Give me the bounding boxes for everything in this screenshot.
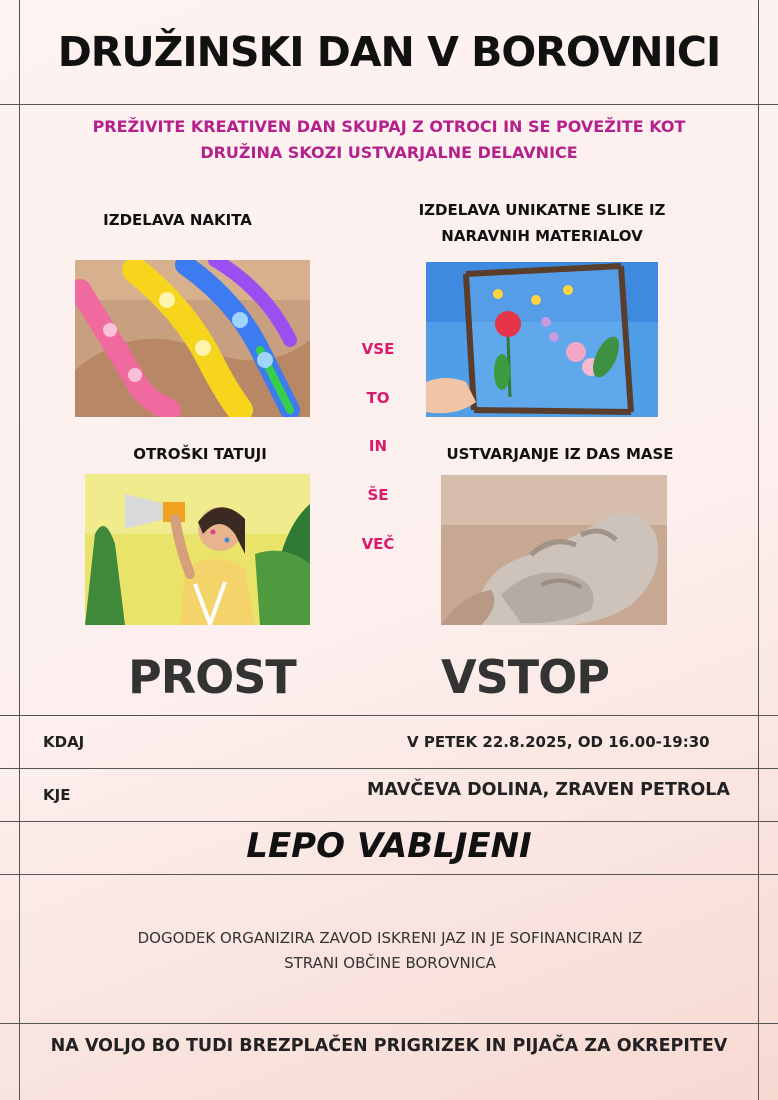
pressed-flowers-frame-photo [426,262,658,417]
snack-notice: NA VOLJO BO TUDI BREZPLAČEN PRIGRIZEK IN PIJAČA ZA OKREPITEV [50,1036,728,1056]
welcome-text: LEPO VABLJENI [246,826,532,866]
activity-label-nature-picture [392,197,692,249]
activity-label-jewelry: IZDELAVA NAKITA [103,211,252,229]
clay-hands-photo [441,475,667,625]
where-value: MAVČEVA DOLINA, ZRAVEN PETROLA [367,780,730,800]
bracelets-photo [75,260,310,417]
page-title: DRUŽINSKI DAN V BOROVNICI [57,28,721,76]
organizer-text [90,926,690,976]
intro-text [40,114,738,166]
middle-word: VSE [361,340,395,358]
middle-word: ŠE [367,486,389,504]
middle-word: TO [366,389,390,407]
divider-line [0,768,778,769]
where-label: KJE [43,786,71,804]
free-entry-word-2: VSTOP [441,650,609,704]
divider-line [0,1023,778,1024]
organizer-line: STRANI OBČINE BOROVNICA [284,954,496,972]
middle-word: IN [368,437,388,455]
divider-line [0,874,778,875]
activity-label-tattoos: OTROŠKI TATUJI [133,445,267,463]
intro-line: DRUŽINA SKOZI USTVARJALNE DELAVNICE [200,143,578,162]
frame-line-right [758,0,759,1100]
divider-line [0,821,778,822]
free-entry-word-1: PROST [128,650,296,704]
activity-label-line: IZDELAVA UNIKATNE SLIKE IZ [418,201,666,219]
activity-label-line: NARAVNIH MATERIALOV [441,227,643,245]
frame-line-left [19,0,20,1100]
intro-line: PREŽIVITE KREATIVEN DAN SKUPAJ Z OTROCI IN SE POVEŽITE KOT [92,117,686,136]
divider-line [0,715,778,716]
organizer-line: DOGODEK ORGANIZIRA ZAVOD ISKRENI JAZ IN JE SOFINANCIRAN IZ [137,929,643,947]
when-label: KDAJ [43,733,85,751]
activity-label-clay: USTVARJANJE IZ DAS MASE [446,445,674,463]
middle-word: VEČ [361,535,395,553]
when-value: V PETEK 22.8.2025, OD 16.00-19:30 [407,733,710,751]
divider-line [0,104,778,105]
child-megaphone-photo [85,474,310,625]
